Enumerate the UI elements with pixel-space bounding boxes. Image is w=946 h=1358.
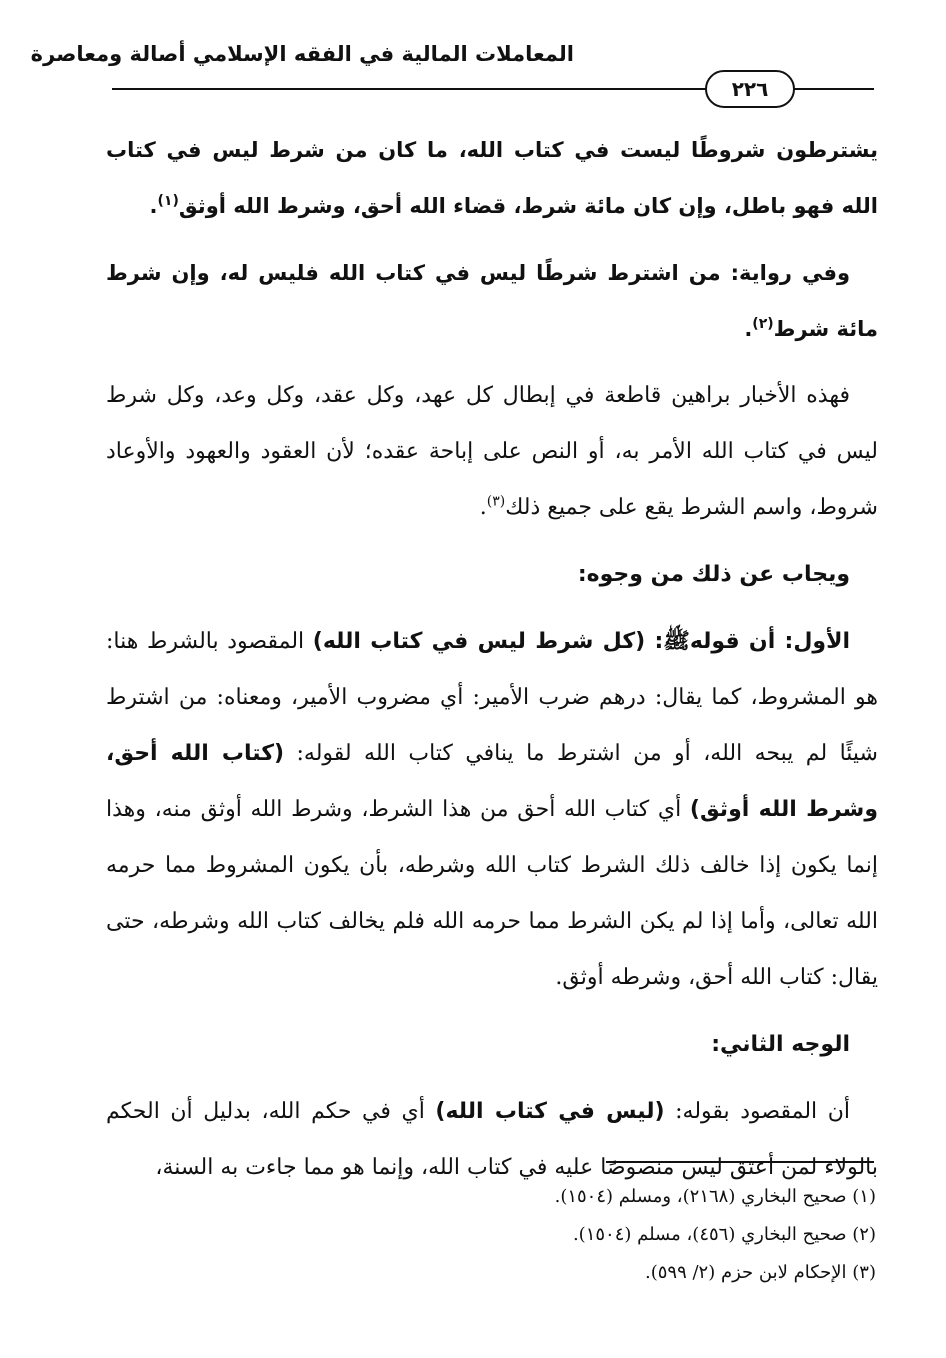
footnote-1: (١) صحيح البخاري (٢١٦٨)، ومسلم (١٥٠٤). <box>554 1186 876 1207</box>
quote-1: : (كل شرط ليس في كتاب الله) <box>312 629 664 654</box>
footnote-ref-1: (١) <box>157 193 179 209</box>
paragraph-3-end: . <box>479 495 487 520</box>
paragraph-3-text: فهذه الأخبار براهين قاطعة في إبطال كل عهد، وكل عقد، وكل وعد، وكل شرط ليس في كتاب الله الأمر به، أو النص على إباحة عقده؛ لأن العقود والعهود والأوعاد شروط، واسم الشرط يقع على جميع ذلك <box>106 383 878 520</box>
paragraph-7-lead: أن المقصود بقوله: <box>664 1099 850 1124</box>
salutation-symbol: ﷺ <box>663 629 690 654</box>
paragraph-2-text: وفي رواية: من اشترط شرطًا ليس في كتاب الله فليس له، وإن شرط مائة شرط <box>106 261 878 341</box>
page-number-text: ٢٢٦ <box>731 77 769 101</box>
paragraph-4-heading: ويجاب عن ذلك من وجوه: <box>577 562 850 587</box>
paragraph-1 <box>106 122 878 234</box>
quote-3: (ليس في كتاب الله) <box>435 1099 665 1124</box>
main-text <box>106 122 878 1207</box>
running-header-title: المعاملات المالية في الفقه الإسلامي أصالة ومعاصرة <box>30 42 574 66</box>
paragraph-5-text-2: أي كتاب الله أحق من هذا الشرط، وشرط الله أوثق منه، وهذا إنما يكون إذا خالف ذلك الشرط كتاب الله وشرطه، بأن يكون المشروط مما حرمه الله تعالى، وأما إذا لم يكن الشرط مما حرمه الله فلم يخالف كتاب الله وشرطه، حتى يقال: كتاب الله أحق، وشرطه أوثق. <box>106 797 878 990</box>
paragraph-5 <box>106 614 878 1006</box>
paragraph-7-text: أي في حكم الله، بدليل أن الحكم بالولاء لمن أعتق ليس منصوصًا عليه في كتاب الله، وإنما هو مما جاءت به السنة، <box>106 1099 878 1180</box>
quote-2: (كتاب الله أحق، وشرط الله أوثق) <box>106 741 878 822</box>
footnote-rule <box>606 1161 874 1163</box>
paragraph-1-end: . <box>149 194 158 218</box>
paragraph-2-end: . <box>744 317 753 341</box>
page-number <box>705 70 795 108</box>
paragraph-5-lead: الأول: أن قوله <box>689 629 850 654</box>
paragraph-1-text: يشترطون شروطًا ليست في كتاب الله، ما كان من شرط ليس في كتاب الله فهو باطل، وإن كان مائة شرط، قضاء الله أحق، وشرط الله أوثق <box>106 138 878 218</box>
footnote-2: (٢) صحيح البخاري (٤٥٦)، مسلم (١٥٠٤). <box>572 1224 876 1245</box>
footnote-3: (٣) الإحكام لابن حزم (٢/ ٥٩٩). <box>644 1262 876 1283</box>
paragraph-5-text: المقصود بالشرط هنا: هو المشروط، كما يقال: درهم ضرب الأمير: أي مضروب الأمير، ومعناه: من اشترط شيئًا لم يبحه الله، أو من اشترط ما ينافي كتاب الله لقوله: <box>106 629 878 766</box>
footnote-ref-3: (٣) <box>486 493 506 510</box>
paragraph-3 <box>106 368 878 536</box>
footnotes <box>300 1178 876 1292</box>
paragraph-6-heading: الوجه الثاني: <box>711 1032 850 1057</box>
paragraph-2 <box>106 245 878 357</box>
footnote-ref-2: (٢) <box>752 316 774 332</box>
